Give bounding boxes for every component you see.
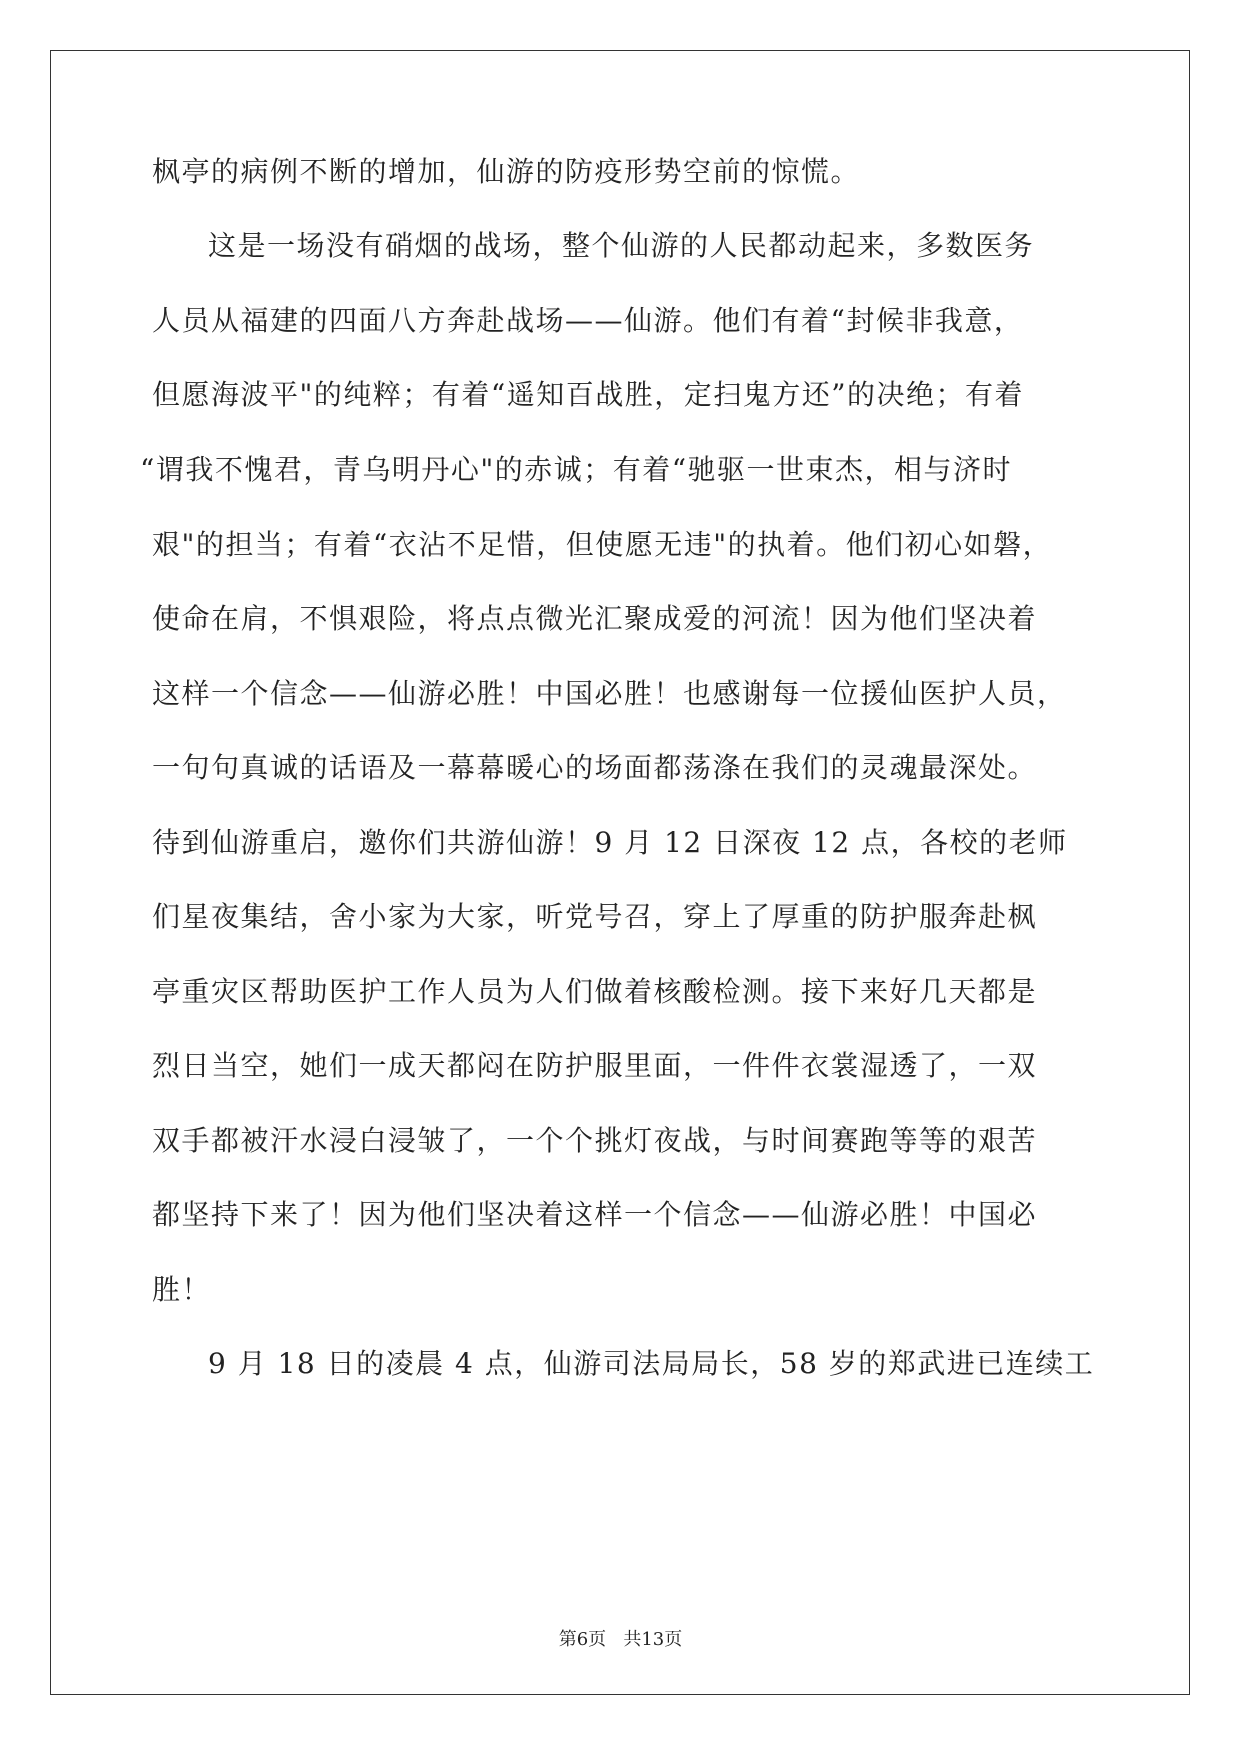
text-line: 这样一个信念——仙游必胜！中国必胜！也感谢每一位援仙医护人员， [152,677,1067,710]
paragraph-first-line: 这是一场没有硝烟的战场，整个仙游的人民都动起来，多数医务 [208,229,1035,262]
page-number: 第6页 [558,1629,607,1650]
text-line: 双手都被汗水浸白浸皱了，一个个挑灯夜战，与时间赛跑等等的艰苦 [152,1124,1038,1157]
page-footer [0,1628,1241,1652]
text-line: 人员从福建的四面八方奔赴战场——仙游。他们有着“封候非我意， [152,304,1024,337]
text-line: 胜！ [152,1273,212,1306]
text-line: 都坚持下来了！因为他们坚决着这样一个信念——仙游必胜！中国必 [152,1198,1038,1231]
text-line: 一句句真诚的话语及一幕幕暖心的场面都荡涤在我们的灵魂最深处。 [152,751,1038,784]
page-total: 共13页 [623,1629,683,1650]
text-line: 烈日当空，她们一成天都闷在防护服里面，一件件衣裳湿透了，一双 [152,1049,1038,1082]
text-line: “谓我不愧君，青乌明丹心"的赤诚；有着“驰驱一世束杰，相与济时 [140,453,1013,486]
text-line: 们星夜集结，舍小家为大家，听党号召，穿上了厚重的防护服奔赴枫 [152,900,1038,933]
text-line: 使命在肩，不惧艰险，将点点微光汇聚成爱的河流！因为他们坚决着 [152,602,1038,635]
text-line: 亭重灾区帮助医护工作人员为人们做着核酸检测。接下来好几天都是 [152,975,1038,1008]
text-line: 枫亭的病例不断的增加，仙游的防疫形势空前的惊慌。 [152,155,861,188]
text-line: 但愿海波平"的纯粹；有着“遥知百战胜，定扫鬼方还”的决绝；有着 [152,378,1025,411]
text-line: 艰"的担当；有着“衣沾不足惜，但使愿无违"的执着。他们初心如磐， [152,528,1053,561]
text-line: 待到仙游重启，邀你们共游仙游！9 月 12 日深夜 12 点，各校的老师 [152,826,1068,859]
page-border [50,50,1190,1695]
paragraph-first-line: 9 月 18 日的凌晨 4 点，仙游司法局局长，58 岁的郑武进已连续工 [208,1347,1095,1380]
